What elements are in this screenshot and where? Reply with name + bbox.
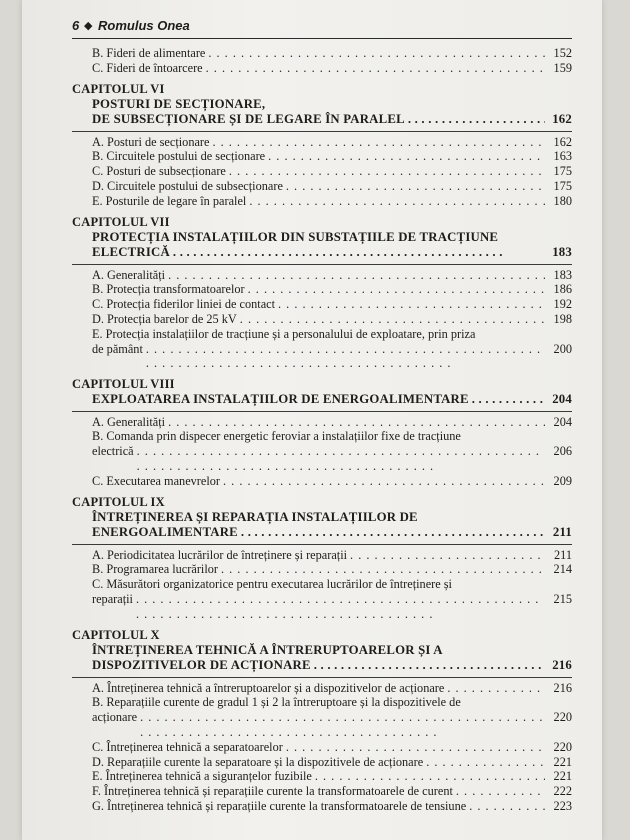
toc-entry-page: 223 <box>553 799 572 813</box>
toc-entry <box>72 784 572 799</box>
chapter-title-line <box>92 643 572 659</box>
running-head <box>72 14 572 39</box>
dot-leader <box>229 164 545 179</box>
dot-leader <box>168 268 545 283</box>
toc-entry <box>72 135 572 150</box>
toc-entry-label: B. Circuitele postului de secționare <box>92 149 266 164</box>
dot-leader <box>286 740 545 755</box>
dot-leader <box>208 46 545 61</box>
toc-entry-page: 204 <box>553 414 572 429</box>
chapter-title-text: DISPOZITIVELOR DE ACȚIONARE <box>92 658 311 673</box>
dot-leader <box>469 799 545 814</box>
toc-entry-page: 221 <box>553 769 572 784</box>
toc-entry <box>72 312 572 327</box>
toc-entry-label: E. Protecția instalațiilor de tracțiune și a personalului de exploatare, prin priza <box>92 326 476 341</box>
toc-entry-label: F. Întreținerea tehnică și reparațiile curente la transformatoarele de curent <box>92 784 453 799</box>
toc-entry <box>72 164 572 179</box>
toc-entry <box>72 149 572 164</box>
toc-entry-line <box>92 342 572 372</box>
toc-entry-page: 175 <box>553 164 572 179</box>
toc-entry-page: 186 <box>553 282 572 297</box>
chapter-rule <box>72 677 572 678</box>
toc-entry <box>72 429 572 473</box>
chapter-page: 204 <box>552 392 572 407</box>
dot-leader <box>268 149 545 164</box>
toc-entry-label: B. Comanda prin dispecer energetic feroviar a instalațiilor fixe de tracțiune <box>92 429 461 444</box>
toc-entry-line <box>92 577 572 592</box>
toc-entry-page: 216 <box>553 680 572 695</box>
toc-entry <box>72 194 572 209</box>
toc-entry-label: A. Periodicitatea lucrărilor de întreținere și reparații <box>92 547 348 562</box>
toc-entry-page: 220 <box>553 710 572 725</box>
chapter-title <box>72 230 572 261</box>
toc-entry-page: 198 <box>553 311 572 326</box>
toc-entry-line <box>92 710 572 740</box>
chapter-label: CAPITOLUL X <box>72 627 160 642</box>
chapter-title-text: ELECTRICĂ <box>92 245 170 260</box>
chapter-title-line <box>92 510 572 526</box>
dot-leader <box>212 135 545 150</box>
toc-entry-line <box>92 695 572 710</box>
chapter-title-text: ÎNTREȚINEREA TEHNICĂ A ÎNTRERUPTOARELOR ȘI A <box>92 642 443 657</box>
toc-entry <box>72 327 572 371</box>
toc-entry-label: B. Reparațiile curente de gradul 1 și 2 la întreruptoare și la dispozitivele de <box>92 695 461 710</box>
dot-leader <box>137 444 545 474</box>
toc-entry <box>72 740 572 755</box>
toc-entry <box>72 61 572 76</box>
toc-entry <box>72 415 572 430</box>
chapter-label: CAPITOLUL VIII <box>72 377 175 392</box>
toc-entry-label: acționare <box>92 710 138 725</box>
toc-entry-page: 163 <box>553 149 572 164</box>
dot-leader <box>221 562 545 577</box>
chapter-title-line <box>92 392 572 408</box>
toc-entry-page: 211 <box>554 547 572 562</box>
book-page <box>22 0 602 840</box>
dot-leader <box>223 474 545 489</box>
dot-leader <box>136 592 545 622</box>
toc-entry-label: C. Executarea manevrelor <box>92 473 221 488</box>
toc-entry-label: E. Posturile de legare în paralel <box>92 193 247 208</box>
toc-entry <box>72 474 572 489</box>
toc-entry-label: D. Reparațiile curente la separatoare și la dispozitivele de acționare <box>92 754 424 769</box>
chapter-title <box>72 392 572 408</box>
toc-entry-page: 162 <box>553 134 572 149</box>
toc-entry <box>72 562 572 577</box>
toc-entry-label: A. Întreținerea tehnică a întreruptoarelor și a dispozitivelor de acționare <box>92 680 445 695</box>
chapter-title-text: PROTECȚIA INSTALAȚIILOR DIN SUBSTAȚIILE DE TRACȚIUNE <box>92 229 499 244</box>
toc-entry-label: C. Măsurători organizatorice pentru executarea lucrărilor de întreținere și <box>92 577 452 592</box>
dot-leader <box>241 525 545 541</box>
chapter-label: CAPITOLUL VII <box>72 214 170 229</box>
toc-entry <box>72 46 572 61</box>
chapter-page: 162 <box>552 112 572 127</box>
chapter-title-text: ÎNTREȚINEREA ȘI REPARAȚIA INSTALAȚIILOR DE <box>92 509 418 524</box>
chapter-title-line <box>92 658 572 674</box>
toc-entry-page: 200 <box>553 341 572 356</box>
toc-entry-label: reparații <box>92 592 133 607</box>
toc-entry-page: 192 <box>553 297 572 312</box>
dot-leader <box>314 658 545 674</box>
dot-leader <box>315 769 545 784</box>
toc-entry-label: C. Posturi de subsecționare <box>92 164 226 179</box>
toc-entry-label: B. Fideri de alimentare <box>92 46 206 60</box>
dot-leader <box>173 245 545 261</box>
toc-entry <box>72 577 572 621</box>
toc-entry-label: D. Protecția barelor de 25 kV <box>92 311 237 326</box>
toc-entry-page: 220 <box>553 739 572 754</box>
chapter-page: 183 <box>552 245 572 260</box>
chapter-rule <box>72 264 572 265</box>
toc-entry-page: 175 <box>553 178 572 193</box>
chapter-section <box>72 495 572 622</box>
toc-entry-label: D. Circuitele postului de subsecționare <box>92 178 283 193</box>
toc-entry-line <box>92 327 572 342</box>
chapter-label: CAPITOLUL VI <box>72 81 165 96</box>
dot-leader <box>146 342 545 372</box>
toc-entry <box>72 282 572 297</box>
chapter-title-line <box>92 230 572 246</box>
chapter-title <box>72 643 572 674</box>
toc-entry-label: G. Întreținerea tehnică și reparațiile curente la transformatoarele de tensiune <box>92 799 467 813</box>
chapter-section <box>72 377 572 488</box>
dot-leader <box>350 548 545 563</box>
table-of-contents <box>72 46 572 814</box>
page-number: 6 <box>72 18 80 33</box>
dot-leader <box>278 297 545 312</box>
toc-entry-page: 221 <box>553 754 572 769</box>
toc-entry-page: 206 <box>553 444 572 459</box>
toc-entry-page: 222 <box>553 784 572 799</box>
toc-entry <box>72 268 572 283</box>
toc-entry-page: 209 <box>553 473 572 488</box>
toc-entry <box>72 179 572 194</box>
dot-leader <box>249 194 545 209</box>
chapter-label: CAPITOLUL IX <box>72 494 165 509</box>
chapter-title <box>72 97 572 128</box>
chapter-section <box>72 628 572 814</box>
chapter-title-text: DE SUBSECȚIONARE ȘI DE LEGARE ÎN PARALEL <box>92 112 405 127</box>
dot-leader <box>168 415 545 430</box>
toc-entry-line <box>92 444 572 474</box>
dot-leader <box>456 784 545 799</box>
toc-entry-page: 214 <box>553 562 572 577</box>
toc-entry-label: E. Întreținerea tehnică a siguranțelor fuzibile <box>92 769 312 784</box>
chapter-page: 216 <box>552 658 572 673</box>
chapter-rule <box>72 411 572 412</box>
toc-entry <box>72 769 572 784</box>
chapter-title-line <box>92 97 572 113</box>
chapter-rule <box>72 544 572 545</box>
chapter-title-text: POSTURI DE SECȚIONARE, <box>92 96 266 111</box>
dot-leader <box>206 61 545 76</box>
toc-entry-label: C. Protecția fiderilor liniei de contact <box>92 297 276 312</box>
toc-entry-page: 215 <box>553 592 572 607</box>
chapter-title-line <box>92 112 572 128</box>
author-name: Romulus Onea <box>98 18 190 33</box>
toc-entry-page: 180 <box>553 193 572 208</box>
toc-entry-label: de pământ <box>92 341 143 356</box>
toc-entry-label: C. Întreținerea tehnică a separatoarelor <box>92 739 283 754</box>
toc-entry-page: 183 <box>553 267 572 282</box>
toc-entry <box>72 695 572 739</box>
toc-entry <box>72 297 572 312</box>
chapter-page: 211 <box>552 525 572 540</box>
dot-leader <box>248 282 545 297</box>
toc-entry <box>72 548 572 563</box>
dot-leader <box>286 179 545 194</box>
toc-entry-label: A. Posturi de secționare <box>92 134 210 149</box>
dot-leader <box>240 312 545 327</box>
chapter-title-text: ENERGOALIMENTARE <box>92 525 238 540</box>
toc-entry-label: A. Generalități <box>92 267 166 282</box>
chapter-section <box>72 215 572 372</box>
toc-entry <box>72 799 572 814</box>
chapter-title-line <box>92 245 572 261</box>
toc-entry-line <box>92 592 572 622</box>
toc-entry-label: B. Programarea lucrărilor <box>92 562 218 577</box>
toc-entry <box>72 755 572 770</box>
dot-leader <box>447 681 545 696</box>
toc-entry-line <box>92 429 572 444</box>
toc-entry-page: 159 <box>553 60 572 75</box>
dot-leader <box>472 392 545 408</box>
dot-leader <box>408 112 545 128</box>
diamond-icon: ◆ <box>84 20 93 32</box>
chapter-title <box>72 510 572 541</box>
chapter-rule <box>72 131 572 132</box>
dot-leader <box>426 755 545 770</box>
dot-leader <box>140 710 545 740</box>
toc-entry-label: C. Fideri de întoarcere <box>92 60 203 75</box>
toc-entry-page: 152 <box>553 46 572 60</box>
chapter-section <box>72 82 572 209</box>
toc-entry <box>72 681 572 696</box>
toc-entry-label: electrică <box>92 444 134 459</box>
chapter-title-line <box>92 525 572 541</box>
chapter-title-text: EXPLOATAREA INSTALAȚIILOR DE ENERGOALIMENTARE <box>92 392 469 407</box>
toc-entry-label: B. Protecția transformatoarelor <box>92 282 245 297</box>
toc-entry-label: A. Generalități <box>92 414 166 429</box>
